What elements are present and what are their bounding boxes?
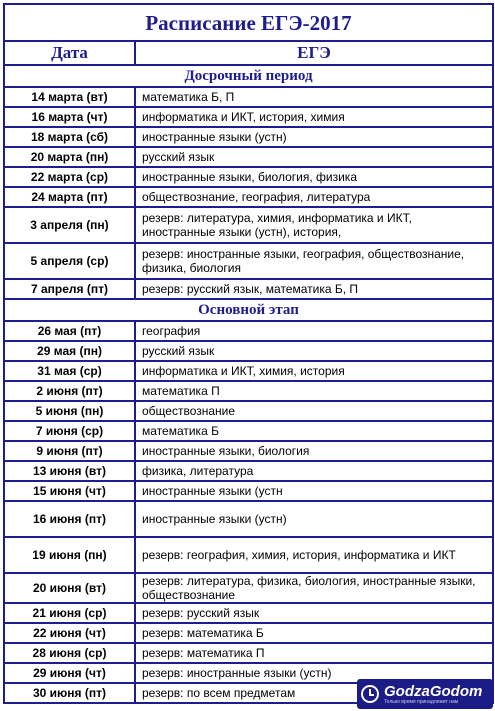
exam-subjects: иностранные языки (устн) [135,501,493,537]
exam-date: 22 июня (чт) [4,623,135,643]
exam-date: 7 апреля (пт) [4,279,135,299]
schedule-row [4,461,493,481]
exam-date: 5 июня (пн) [4,401,135,421]
schedule-row [4,421,493,441]
section-row [4,65,493,87]
schedule-row [4,127,493,147]
schedule-row [4,501,493,537]
section-row [4,299,493,321]
exam-date: 14 марта (вт) [4,87,135,107]
schedule-row [4,361,493,381]
exam-date: 22 марта (ср) [4,167,135,187]
schedule-row [4,87,493,107]
schedule-row [4,279,493,299]
exam-subjects: обществознание, география, литература [135,187,493,207]
exam-subjects: иностранные языки (устн [135,481,493,501]
clock-icon [361,685,379,703]
exam-date: 30 июня (пт) [4,683,135,703]
logo-text [384,684,482,705]
exam-subjects: обществознание [135,401,493,421]
schedule-row [4,381,493,401]
exam-date: 5 апреля (ср) [4,243,135,279]
exam-subjects: резерв: литература, физика, биология, иностранные языки, обществознание [135,573,493,603]
exam-subjects: информатика и ИКТ, химия, история [135,361,493,381]
exam-date: 18 марта (сб) [4,127,135,147]
exam-date: 26 мая (пт) [4,321,135,341]
exam-date: 29 июня (чт) [4,663,135,683]
exam-subjects: русский язык [135,341,493,361]
column-header-date: Дата [4,41,135,65]
exam-date: 20 июня (вт) [4,573,135,603]
exam-subjects: информатика и ИКТ, история, химия [135,107,493,127]
exam-date: 9 июня (пт) [4,441,135,461]
exam-date: 3 апреля (пн) [4,207,135,243]
exam-subjects: резерв: математика Б [135,623,493,643]
exam-subjects: резерв: русский язык, математика Б, П [135,279,493,299]
schedule-row [4,187,493,207]
schedule-row [4,401,493,421]
exam-date: 28 июня (ср) [4,643,135,663]
exam-subjects: резерв: иностранные языки, география, обществознание, физика, биология [135,243,493,279]
exam-date: 19 июня (пн) [4,537,135,573]
exam-subjects: география [135,321,493,341]
schedule-row [4,441,493,461]
exam-subjects: русский язык [135,147,493,167]
exam-subjects: резерв: русский язык [135,603,493,623]
exam-subjects: резерв: по всем предметам [135,683,493,703]
exam-date: 2 июня (пт) [4,381,135,401]
header-row [4,41,493,65]
exam-subjects: физика, литература [135,461,493,481]
page-title: Расписание ЕГЭ-2017 [4,4,493,41]
logo-brand: GodzaGodom [384,682,483,700]
exam-date: 15 июня (чт) [4,481,135,501]
schedule-row [4,107,493,127]
exam-subjects: математика Б, П [135,87,493,107]
exam-date: 7 июня (ср) [4,421,135,441]
schedule-row [4,643,493,663]
schedule-row [4,537,493,573]
schedule-row [4,147,493,167]
schedule-table [3,3,494,704]
exam-subjects: резерв: география, химия, история, информатика и ИКТ [135,537,493,573]
exam-date: 16 марта (чт) [4,107,135,127]
exam-date: 13 июня (вт) [4,461,135,481]
exam-subjects: математика Б [135,421,493,441]
schedule-row [4,603,493,623]
logo-tagline: Только время принадлежит нам [384,698,459,705]
exam-date: 21 июня (ср) [4,603,135,623]
schedule-row [4,207,493,243]
exam-subjects: иностранные языки, биология, физика [135,167,493,187]
exam-date: 29 мая (пн) [4,341,135,361]
exam-date: 20 марта (пн) [4,147,135,167]
column-header-exam: ЕГЭ [135,41,493,65]
godzagodom-logo [357,679,493,709]
title-row [4,4,493,41]
section-heading: Основной этап [4,299,493,321]
exam-subjects: резерв: литература, химия, информатика и ИКТ, иностранные языки (устн), история, [135,207,493,243]
exam-subjects: иностранные языки, биология [135,441,493,461]
exam-subjects: математика П [135,381,493,401]
schedule-row [4,167,493,187]
schedule-row [4,573,493,603]
schedule-row [4,481,493,501]
schedule-row [4,243,493,279]
exam-date: 31 мая (ср) [4,361,135,381]
exam-date: 16 июня (пт) [4,501,135,537]
schedule-row [4,623,493,643]
section-heading: Досрочный период [4,65,493,87]
exam-date: 24 марта (пт) [4,187,135,207]
schedule-container [3,3,492,704]
exam-subjects: резерв: математика П [135,643,493,663]
schedule-row [4,321,493,341]
schedule-row [4,341,493,361]
exam-subjects: иностранные языки (устн) [135,127,493,147]
exam-subjects: резерв: иностранные языки (устн) [135,663,493,683]
